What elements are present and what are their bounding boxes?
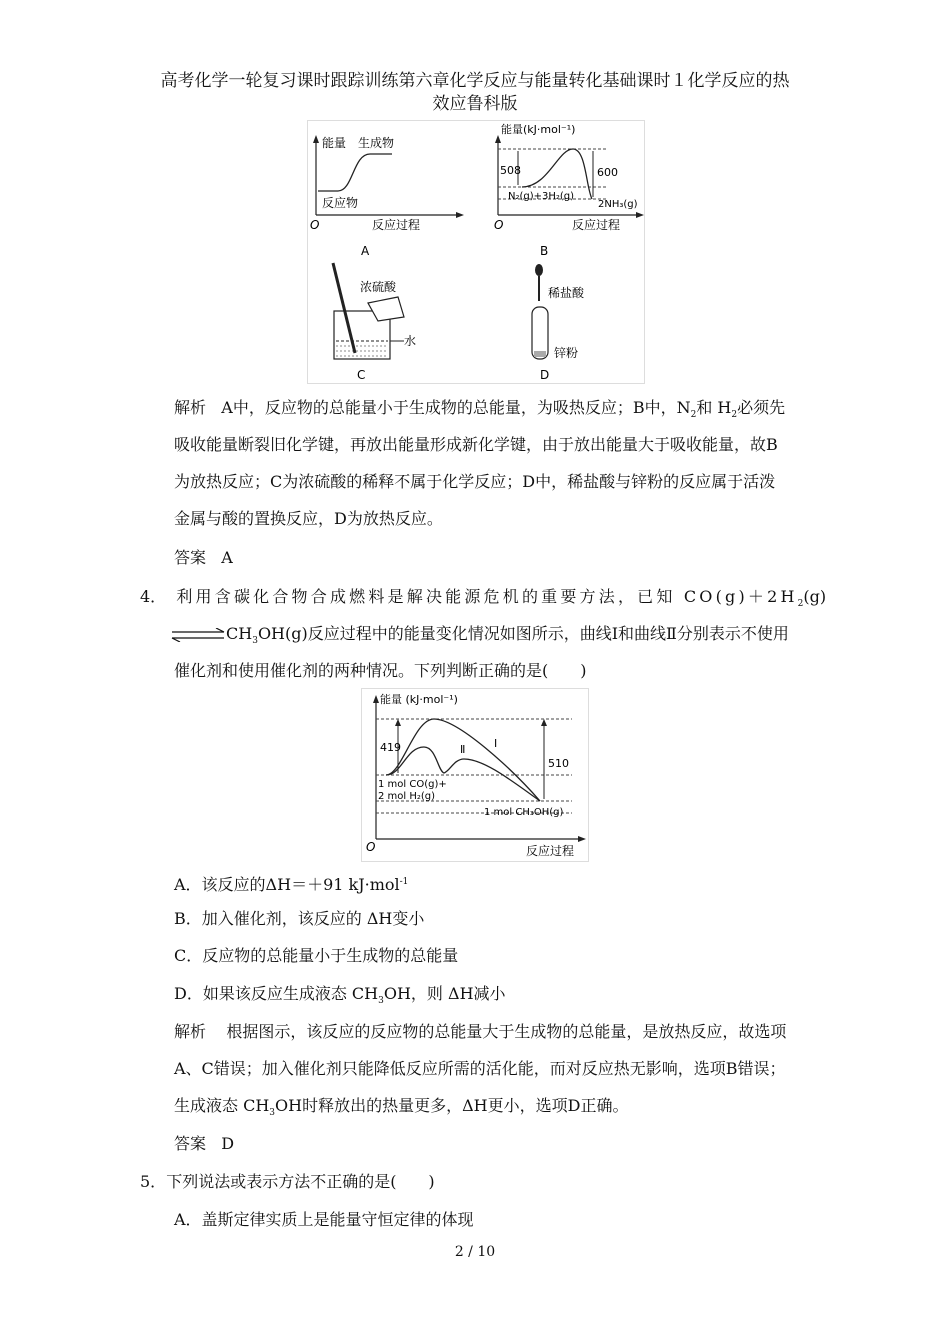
q5-number: 5． bbox=[140, 1172, 167, 1191]
q4-energy-diagram bbox=[361, 688, 589, 862]
panel-b-y-arrow bbox=[495, 135, 501, 143]
q4-origin: O bbox=[366, 840, 376, 854]
q3-analysis-text1c: 必须先 bbox=[737, 398, 786, 417]
panel-a-y-arrow bbox=[313, 135, 319, 143]
q4-option-a bbox=[174, 872, 408, 895]
figure-abcd bbox=[307, 120, 645, 384]
q4-419: 419 bbox=[380, 741, 401, 754]
q4-product: 1 mol CH₃OH(g) bbox=[484, 807, 564, 818]
q3-analysis-text1a: A中，反应物的总能量小于生成物的总能量，为吸热反应；B中，N bbox=[221, 398, 691, 417]
doc-title-line1: 高考化学一轮复习课时跟踪训练第六章化学反应与能量转化基础课时１化学反应的热 bbox=[160, 71, 790, 91]
panel-d-acid: 稀盐酸 bbox=[548, 286, 585, 300]
panel-c-acid: 浓硫酸 bbox=[360, 280, 397, 294]
panel-a-caption: A bbox=[361, 244, 370, 258]
q4-option-d-text2: OH，则 ΔH减小 bbox=[383, 984, 506, 1003]
q4-analysis-text3b: OH时释放出的热量更多，ΔH更小，选项D正确。 bbox=[275, 1096, 629, 1115]
panel-c-water-label: 水 bbox=[404, 334, 417, 348]
equilibrium-arrow-icon bbox=[170, 628, 226, 642]
q4-x-arrow bbox=[578, 836, 586, 842]
sub-2: 2 bbox=[797, 599, 804, 609]
q3-analysis-line4: 金属与酸的置换反应，D为放热反应。 bbox=[174, 509, 443, 528]
panel-a-reactant: 反应物 bbox=[322, 196, 359, 210]
q4-option-b: B．加入催化剂，该反应的 ΔH变小 bbox=[174, 909, 425, 928]
panel-d-zinc-label: 锌粉 bbox=[554, 346, 579, 360]
q3-answer-label: 答案 bbox=[174, 548, 207, 567]
panel-b-product: 2NH₃(g) bbox=[598, 199, 638, 210]
q4-stem-line1 bbox=[140, 587, 826, 614]
panel-d-dropper-bulb bbox=[535, 264, 543, 276]
q3-analysis-line2: 吸收能量断裂旧化学键，再放出能量形成新化学键，由于放出能量大于吸收能量，故B bbox=[174, 435, 778, 454]
q3-analysis-label: 解析 bbox=[174, 398, 207, 417]
q4-analysis-text3a: 生成液态 CH bbox=[174, 1096, 270, 1115]
q4-analysis-text1: 根据图示，该反应的反应物的总能量大于生成物的总能量，是放热反应，故选项 bbox=[226, 1022, 787, 1041]
q5-option-a: A．盖斯定律实质上是能量守恒定律的体现 bbox=[174, 1210, 474, 1229]
panel-b-508: 508 bbox=[500, 164, 521, 177]
q4-y-arrow bbox=[373, 695, 379, 703]
panel-a-origin: O bbox=[310, 218, 320, 232]
sub-2: 2 bbox=[690, 410, 697, 420]
q4-stem-text2b: OH(g)反应过程中的能量变化情况如图所示，曲线Ⅰ和曲线Ⅱ分别表示不使用 bbox=[257, 624, 789, 643]
q5-stem bbox=[140, 1172, 435, 1192]
panel-b-x-arrow bbox=[636, 212, 644, 218]
panel-d-zinc bbox=[534, 351, 546, 357]
sub-3: 3 bbox=[269, 1108, 276, 1118]
q4-ylabel: 能量 (kJ·mol⁻¹) bbox=[380, 693, 458, 706]
panel-a-curve bbox=[318, 154, 392, 191]
q4-reactants2: 2 mol H₂(g) bbox=[378, 791, 436, 802]
q3-analysis-line1 bbox=[174, 398, 785, 425]
q4-analysis-line1 bbox=[174, 1022, 786, 1042]
sub-3: 3 bbox=[252, 636, 258, 646]
q4-stem-text1: 利用含碳化合物合成燃料是解决能源危机的重要方法，已知 CO(g)＋2H bbox=[176, 587, 798, 606]
q4-reactants1: 1 mol CO(g)+ bbox=[378, 779, 447, 790]
panel-c-water bbox=[336, 346, 388, 356]
doc-title-line2: 效应鲁科版 bbox=[432, 94, 518, 114]
panel-c bbox=[333, 263, 416, 382]
q3-analysis-text1b: 和 H bbox=[696, 398, 732, 417]
q4-number: 4． bbox=[140, 587, 167, 606]
q4-analysis-line3 bbox=[174, 1096, 628, 1123]
panel-b-reactants: N₂(g)+3H₂(g) bbox=[508, 191, 575, 202]
panel-a-xlabel: 反应过程 bbox=[372, 218, 421, 232]
sub-3: 3 bbox=[378, 996, 384, 1006]
q4-analysis-label: 解析 bbox=[174, 1022, 207, 1041]
q4-option-a-text: A．该反应的ΔH＝＋91 kJ·mol bbox=[174, 875, 400, 894]
q4-analysis-line2: A、C错误；加入催化剂只能降低反应所需的活化能，而对反应热无影响，选项B错误； bbox=[174, 1059, 786, 1078]
q4-stem-text2a: CH bbox=[226, 624, 253, 643]
q4-curve1-label: Ⅰ bbox=[494, 737, 498, 750]
panel-c-caption: C bbox=[357, 368, 366, 382]
panel-b-xlabel: 反应过程 bbox=[572, 218, 621, 232]
q4-option-d-text1: D．如果该反应生成液态 CH bbox=[174, 984, 379, 1003]
panel-d bbox=[532, 264, 585, 382]
q5-stem-text: 下列说法或表示方法不正确的是( ) bbox=[166, 1172, 435, 1191]
panel-b-ylabel: 能量(kJ·mol⁻¹) bbox=[501, 123, 576, 136]
panel-a-ylabel: 能量 bbox=[322, 136, 347, 150]
q4-energy-diagram-svg bbox=[362, 689, 588, 861]
q4-stem-line2 bbox=[170, 624, 789, 651]
q3-answer-value: A bbox=[221, 548, 233, 567]
q4-answer-value: D bbox=[221, 1134, 235, 1153]
panel-d-caption: D bbox=[540, 368, 550, 382]
q4-option-a-sup: -1 bbox=[399, 877, 409, 887]
q4-510: 510 bbox=[548, 757, 569, 770]
q4-option-c: C．反应物的总能量小于生成物的总能量 bbox=[174, 946, 459, 965]
page-number: 2 / 10 bbox=[454, 1244, 496, 1260]
figure-abcd-svg bbox=[308, 121, 644, 383]
sub-2: 2 bbox=[731, 410, 738, 420]
panel-b-caption: B bbox=[540, 244, 549, 258]
q4-stem-line3: 催化剂和使用催化剂的两种情况。下列判断正确的是( ) bbox=[174, 661, 587, 680]
doc-title bbox=[100, 70, 850, 116]
q4-stem-text1b: (g) bbox=[803, 587, 827, 606]
panel-b-origin: O bbox=[494, 218, 504, 232]
panel-c-glass-rod bbox=[333, 263, 355, 353]
panel-a-x-arrow bbox=[456, 212, 464, 218]
panel-b bbox=[494, 122, 644, 258]
q4-option-d bbox=[174, 984, 506, 1011]
panel-a-product: 生成物 bbox=[358, 136, 395, 150]
q4-answer-label: 答案 bbox=[174, 1134, 207, 1153]
q3-answer bbox=[174, 548, 233, 568]
q4-curve2-label: Ⅱ bbox=[460, 743, 466, 756]
panel-c-acid-bottle bbox=[368, 297, 404, 321]
q4-answer bbox=[174, 1134, 234, 1154]
panel-a bbox=[310, 135, 464, 258]
q4-xlabel: 反应过程 bbox=[526, 844, 575, 858]
q3-analysis-line3: 为放热反应；C为浓硫酸的稀释不属于化学反应；D中，稀盐酸与锌粉的反应属于活泼 bbox=[174, 472, 776, 491]
panel-b-600: 600 bbox=[597, 166, 618, 179]
